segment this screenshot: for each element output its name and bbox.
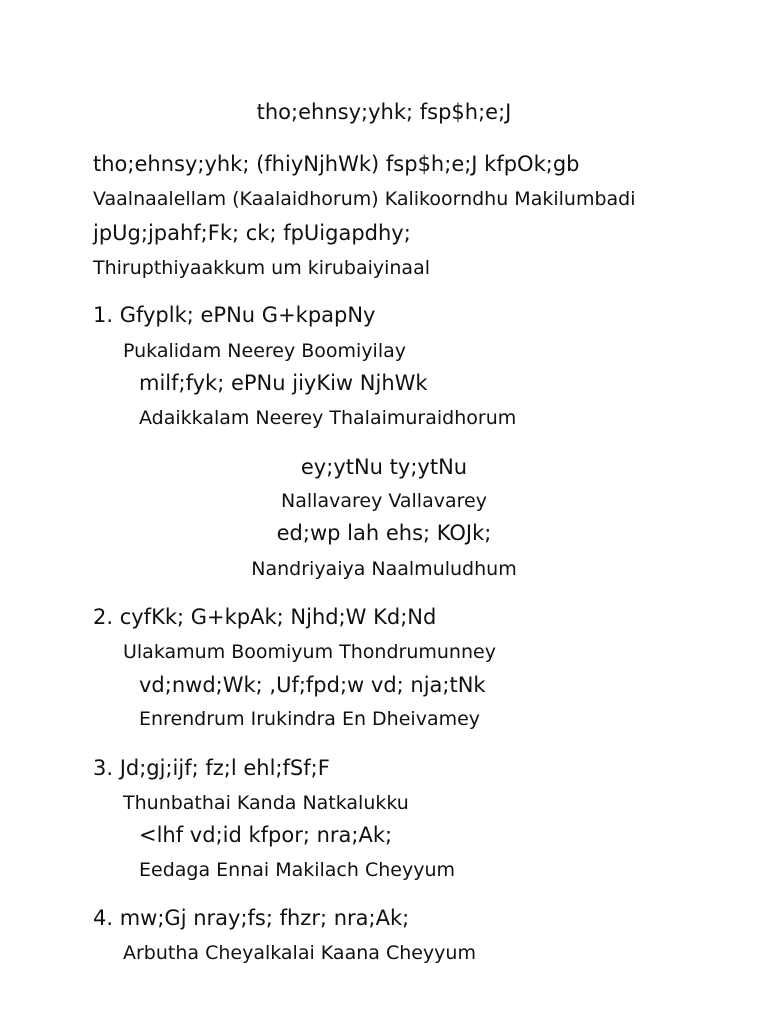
- verse3-line1-tamil: 3. Jd;gj;ijf; fz;l ehl;fSf;F: [93, 756, 330, 780]
- verse1-line1-english: Pukalidam Neerey Boomiyilay: [123, 340, 407, 362]
- intro-line1-english: Vaalnaalellam (Kaalaidhorum) Kalikoorndhu Makilumbadi: [93, 188, 636, 210]
- intro-line2-english: Thirupthiyaakkum um kirubaiyinaal: [93, 257, 430, 279]
- chorus-line2-english: Nandriyaiya Naalmuludhum: [251, 558, 517, 580]
- verse1-line1-tamil: 1. Gfyplk; ePNu G+kpapNy: [93, 303, 376, 327]
- verse4-line1-tamil: 4. mw;Gj nray;fs; fhzr; nra;Ak;: [93, 906, 410, 930]
- verse2-line1-tamil: 2. cyfKk; G+kpAk; Njhd;W Kd;Nd: [93, 605, 437, 629]
- intro-line1-tamil: tho;ehnsy;yhk; (fhiyNjhWk) fsp$h;e;J kfpOk;gb: [93, 152, 580, 176]
- verse1-line2-english: Adaikkalam Neerey Thalaimuraidhorum: [139, 407, 517, 429]
- verse2-line1-english: Ulakamum Boomiyum Thondrumunney: [123, 641, 496, 663]
- verse3-line1-english: Thunbathai Kanda Natkalukku: [123, 792, 409, 814]
- chorus-line1-english: Nallavarey Vallavarey: [281, 490, 487, 512]
- verse4-line1-english: Arbutha Cheyalkalai Kaana Cheyyum: [123, 942, 476, 964]
- chorus-line2-tamil: ed;wp lah ehs; KOJk;: [276, 521, 492, 545]
- verse1-line2-tamil: milf;fyk; ePNu jiyKiw NjhWk: [139, 371, 428, 395]
- verse2-line2-tamil: vd;nwd;Wk; ,Uf;fpd;w vd; nja;tNk: [139, 673, 486, 697]
- intro-line2-tamil: jpUg;jpahf;Fk; ck; fpUigapdhy;: [93, 221, 411, 245]
- verse3-line2-english: Eedaga Ennai Makilach Cheyyum: [139, 859, 455, 881]
- verse3-line2-tamil: <lhf vd;id kfpor; nra;Ak;: [139, 823, 393, 847]
- verse2-line2-english: Enrendrum Irukindra En Dheivamey: [139, 708, 481, 730]
- song-title: tho;ehnsy;yhk; fsp$h;e;J: [256, 100, 512, 124]
- chorus-line1-tamil: ey;ytNu ty;ytNu: [300, 455, 468, 479]
